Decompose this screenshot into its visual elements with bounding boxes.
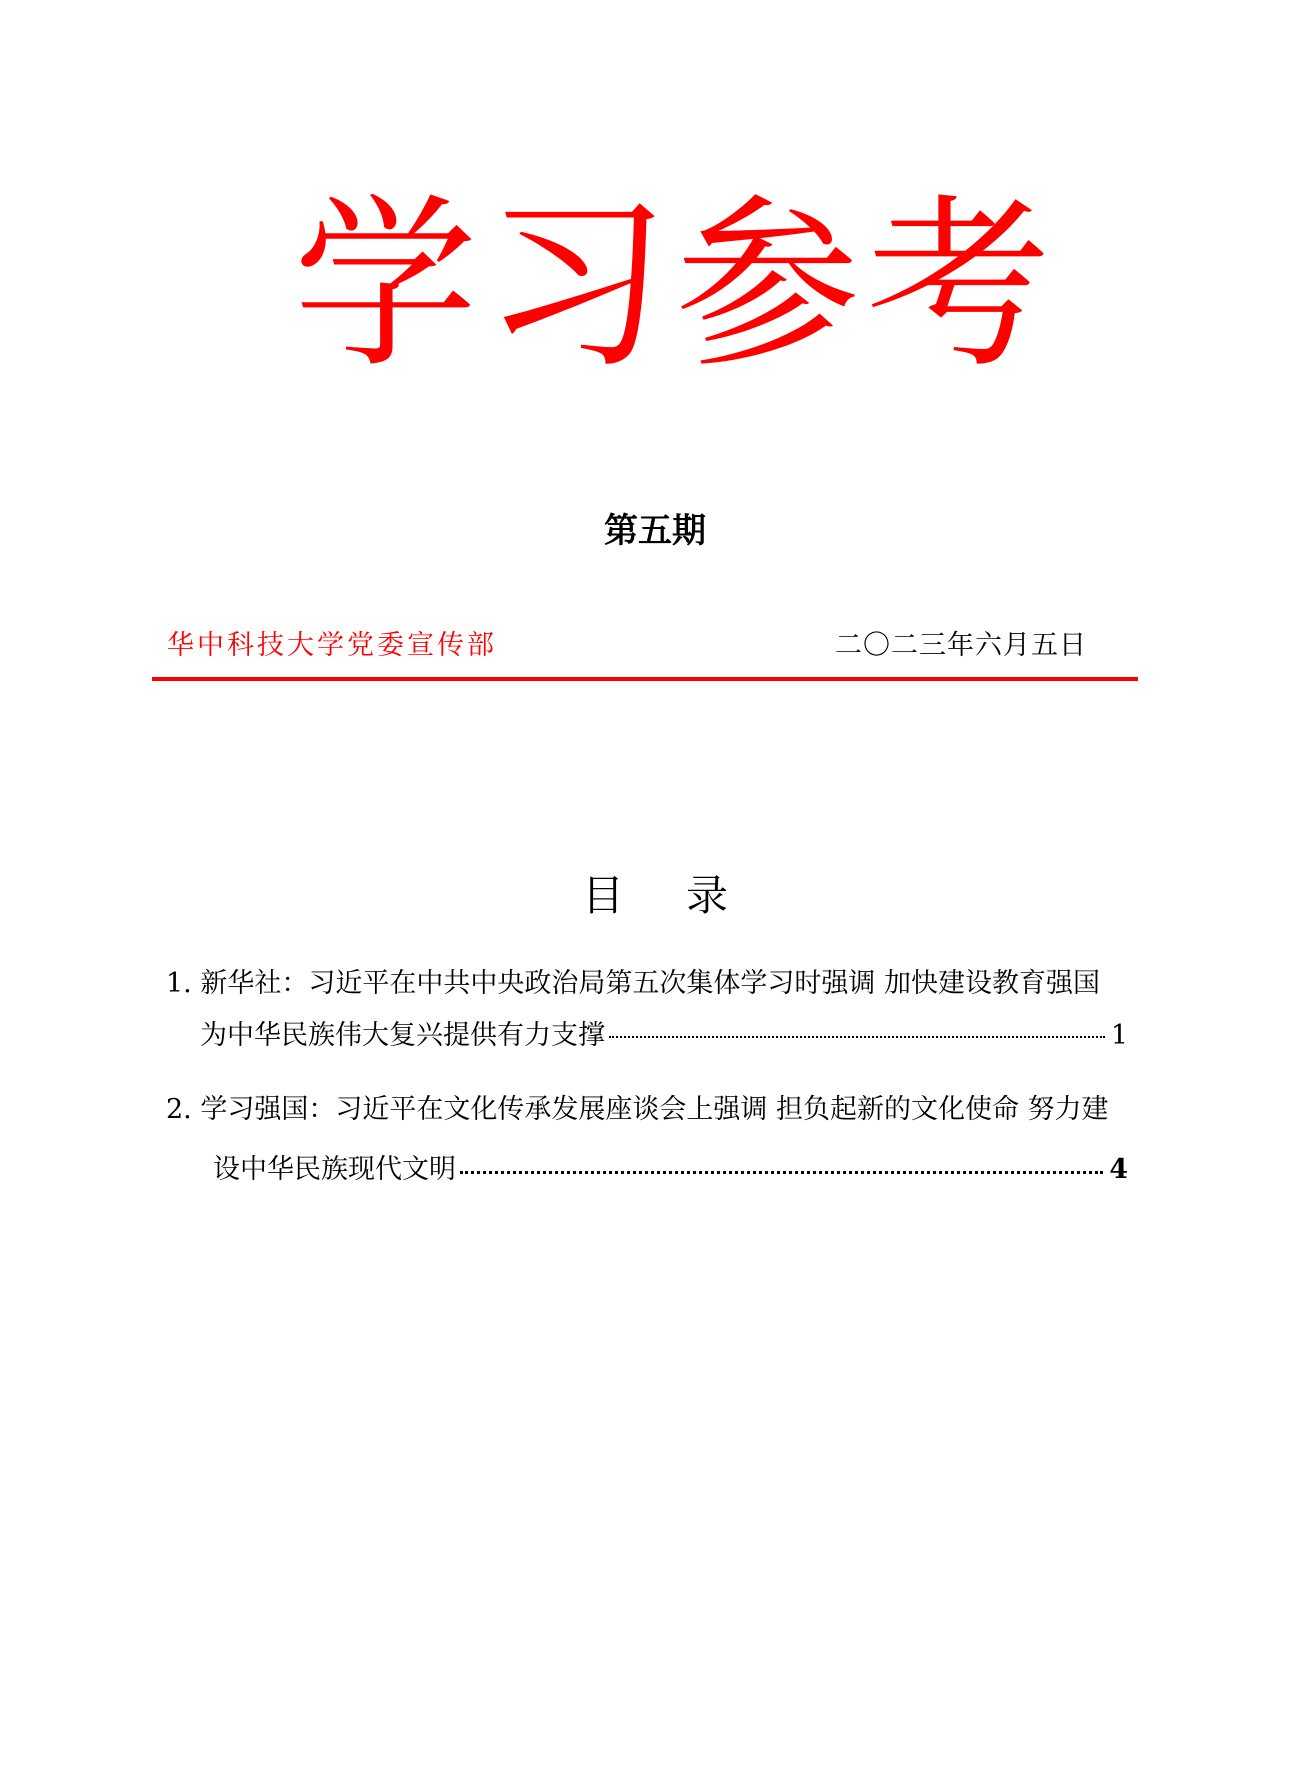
toc-item-2-leader — [460, 1171, 1103, 1174]
toc-item-2-page: 4 — [1109, 1154, 1128, 1185]
toc-title-right: 录 — [686, 871, 729, 920]
header-divider — [152, 677, 1138, 681]
toc-item-1-number: 1. — [166, 968, 192, 999]
publisher-name: 华中科技大学党委宣传部 — [167, 630, 497, 661]
toc-item-1-page: 1 — [1110, 1020, 1128, 1051]
publication-date: 二〇二三年六月五日 — [835, 630, 1087, 661]
toc-title — [0, 868, 1290, 924]
toc-item-1-line2[interactable] — [200, 1018, 1128, 1054]
toc-item-2-line2[interactable] — [213, 1152, 1128, 1188]
toc-item-1-title-line1: 新华社：习近平在中共中央政治局第五次集体学习时强调 加快建设教育强国 — [200, 968, 1100, 999]
toc-item-2-number: 2. — [166, 1094, 192, 1125]
toc-title-left: 目 — [581, 871, 624, 920]
toc-item-1-title-line2: 为中华民族伟大复兴提供有力支撑 — [200, 1020, 605, 1051]
toc-item-2-title-line2: 设中华民族现代文明 — [213, 1154, 456, 1185]
toc-item-1-line1[interactable] — [166, 966, 1100, 1002]
toc-item-1-leader — [609, 1036, 1105, 1038]
toc-item-2-line1[interactable] — [166, 1092, 1109, 1128]
toc-item-2-title-line1: 学习强国：习近平在文化传承发展座谈会上强调 担负起新的文化使命 努力建 — [200, 1094, 1109, 1125]
masthead-title: 学习参考 — [293, 177, 1057, 393]
issue-number: 第五期 — [604, 511, 706, 551]
